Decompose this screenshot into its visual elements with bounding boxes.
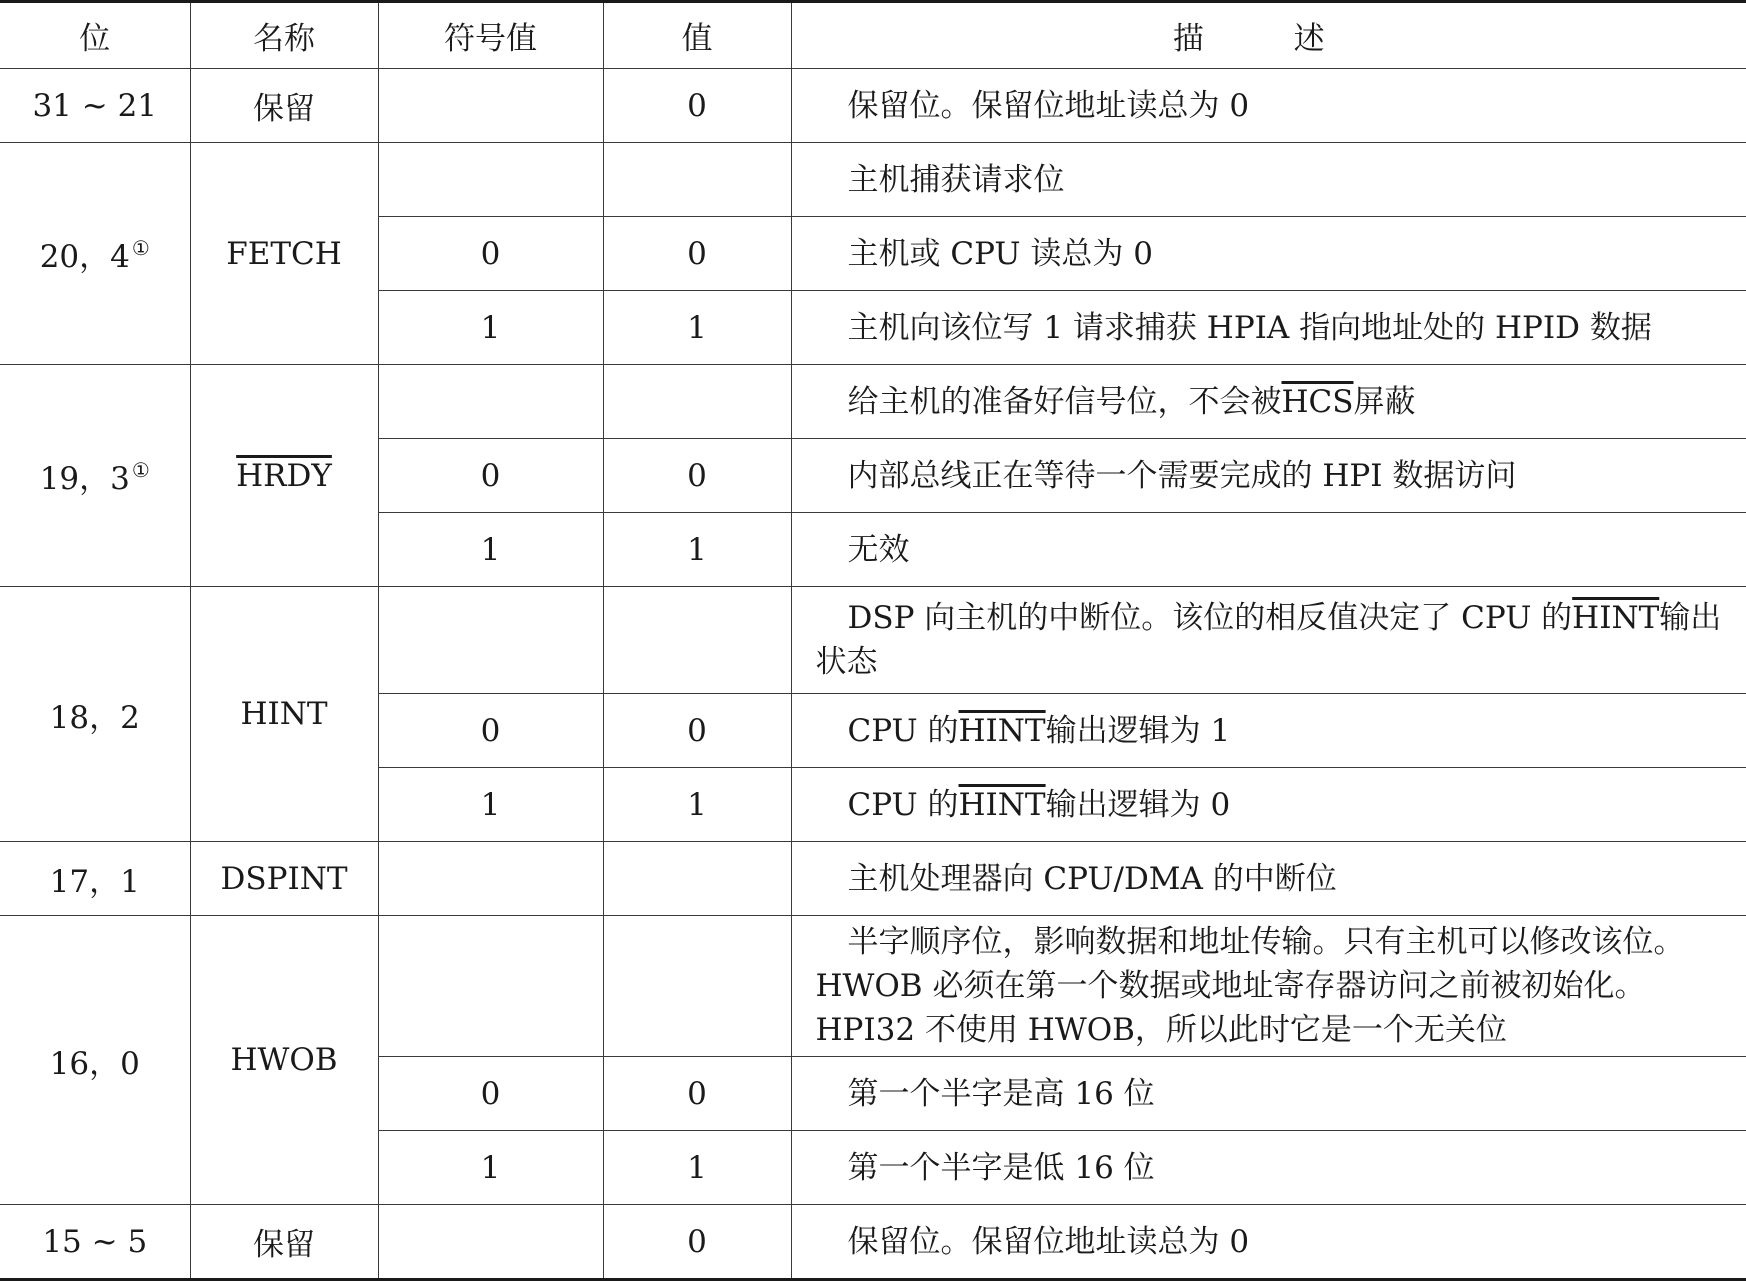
value-cell — [603, 143, 791, 217]
value-cell: 1 — [603, 768, 791, 842]
header-description — [791, 2, 1746, 69]
description-cell — [791, 587, 1746, 694]
value-cell: 0 — [603, 1057, 791, 1131]
header-name: 名称 — [190, 2, 378, 69]
bit-cell: 16，0 — [0, 916, 190, 1205]
bit-cell — [0, 143, 190, 365]
table-row — [0, 916, 1746, 1057]
table-header-row — [0, 2, 1746, 69]
name-cell: DSPINT — [190, 842, 378, 916]
bit-cell: 15 ~ 5 — [0, 1205, 190, 1280]
description-cell — [791, 1131, 1746, 1205]
table-row — [0, 69, 1746, 143]
value-cell — [603, 842, 791, 916]
symbol-cell: 0 — [378, 217, 603, 291]
symbol-cell — [378, 587, 603, 694]
table-row — [0, 365, 1746, 439]
description-signal: HINT — [1572, 600, 1660, 636]
symbol-cell — [378, 143, 603, 217]
description-cell — [791, 916, 1746, 1057]
description-cell — [791, 291, 1746, 365]
symbol-cell — [378, 842, 603, 916]
symbol-cell: 1 — [378, 291, 603, 365]
value-cell: 1 — [603, 513, 791, 587]
description-text: DSP 向主机的中断位。该位的相反值决定了 CPU 的 — [847, 600, 1573, 636]
name-cell: 保留 — [190, 69, 378, 143]
description-text: CPU 的 — [847, 786, 959, 823]
name-text: HRDY — [236, 457, 332, 494]
description-text: 主机向该位写 1 请求捕获 HPIA 指向地址处的 HPID 数据 — [847, 309, 1652, 346]
name-cell: HINT — [190, 587, 378, 842]
bit-cell: 31 ~ 21 — [0, 69, 190, 143]
description-text: 保留位。保留位地址读总为 0 — [847, 1223, 1250, 1260]
bit-cell: 17，1 — [0, 842, 190, 916]
symbol-cell: 0 — [378, 694, 603, 768]
value-cell: 0 — [603, 439, 791, 513]
table-row — [0, 143, 1746, 217]
description-signal: HINT — [958, 786, 1046, 823]
symbol-cell — [378, 69, 603, 143]
bit-cell: 18，2 — [0, 587, 190, 842]
value-cell: 1 — [603, 1131, 791, 1205]
description-cell — [791, 1205, 1746, 1280]
symbol-cell — [378, 916, 603, 1057]
bit-text: 20，4 — [39, 239, 130, 275]
description-cell — [791, 69, 1746, 143]
value-cell — [603, 365, 791, 439]
footnote-mark: ① — [131, 236, 150, 260]
name-cell — [190, 365, 378, 587]
description-cell — [791, 439, 1746, 513]
description-text: 主机处理器向 CPU/DMA 的中断位 — [847, 860, 1337, 897]
description-signal: HINT — [958, 712, 1046, 749]
description-text: 无效 — [847, 531, 910, 568]
symbol-cell: 1 — [378, 768, 603, 842]
description-text: 输出逻辑为 1 — [1045, 712, 1231, 749]
name-cell: HWOB — [190, 916, 378, 1205]
header-symbol: 符号值 — [378, 2, 603, 69]
table-row — [0, 842, 1746, 916]
footnote-mark: ① — [131, 458, 150, 482]
header-bit: 位 — [0, 2, 190, 69]
description-cell — [791, 217, 1746, 291]
symbol-cell: 1 — [378, 1131, 603, 1205]
bit-text: 19，3 — [39, 461, 130, 497]
value-cell: 0 — [603, 694, 791, 768]
description-cell — [791, 513, 1746, 587]
symbol-cell — [378, 365, 603, 439]
description-text: 给主机的准备好信号位，不会被 — [847, 383, 1282, 420]
table-row — [0, 587, 1746, 694]
table-row — [0, 1205, 1746, 1280]
name-cell: FETCH — [190, 143, 378, 365]
value-cell: 0 — [603, 69, 791, 143]
description-cell — [791, 768, 1746, 842]
symbol-cell: 0 — [378, 439, 603, 513]
value-cell — [603, 916, 791, 1057]
description-cell — [791, 842, 1746, 916]
description-text: 输出状态 — [815, 600, 1722, 680]
description-text: 第一个半字是高 16 位 — [847, 1075, 1155, 1112]
bit-cell — [0, 365, 190, 587]
description-cell — [791, 694, 1746, 768]
description-cell — [791, 143, 1746, 217]
description-text: 主机或 CPU 读总为 0 — [847, 235, 1153, 272]
value-cell: 1 — [603, 291, 791, 365]
header-description-label: 描 述 — [1172, 21, 1365, 57]
description-text: 保留位。保留位地址读总为 0 — [847, 87, 1250, 124]
description-text: CPU 的 — [847, 712, 959, 749]
description-cell — [791, 365, 1746, 439]
description-signal: $\overline{HCS}$ — [1281, 383, 1354, 420]
value-cell: 0 — [603, 1205, 791, 1280]
description-text: 第一个半字是低 16 位 — [847, 1149, 1155, 1186]
symbol-cell — [378, 1205, 603, 1280]
description-text: 屏蔽 — [1353, 383, 1416, 420]
description-text: 半字顺序位，影响数据和地址传输。只有主机可以修改该位。HWOB 必须在第一个数据或地址寄存器访问之前被初始化。HPI32 不使用 HWOB，所以此时它是一个无关位 — [815, 924, 1685, 1048]
symbol-cell: 1 — [378, 513, 603, 587]
header-value: 值 — [603, 2, 791, 69]
name-cell: 保留 — [190, 1205, 378, 1280]
symbol-cell: 0 — [378, 1057, 603, 1131]
description-text: 内部总线正在等待一个需要完成的 HPI 数据访问 — [847, 457, 1517, 494]
value-cell — [603, 587, 791, 694]
description-text: 输出逻辑为 0 — [1045, 786, 1231, 823]
description-cell — [791, 1057, 1746, 1131]
description-text: 主机捕获请求位 — [847, 161, 1065, 198]
value-cell: 0 — [603, 217, 791, 291]
